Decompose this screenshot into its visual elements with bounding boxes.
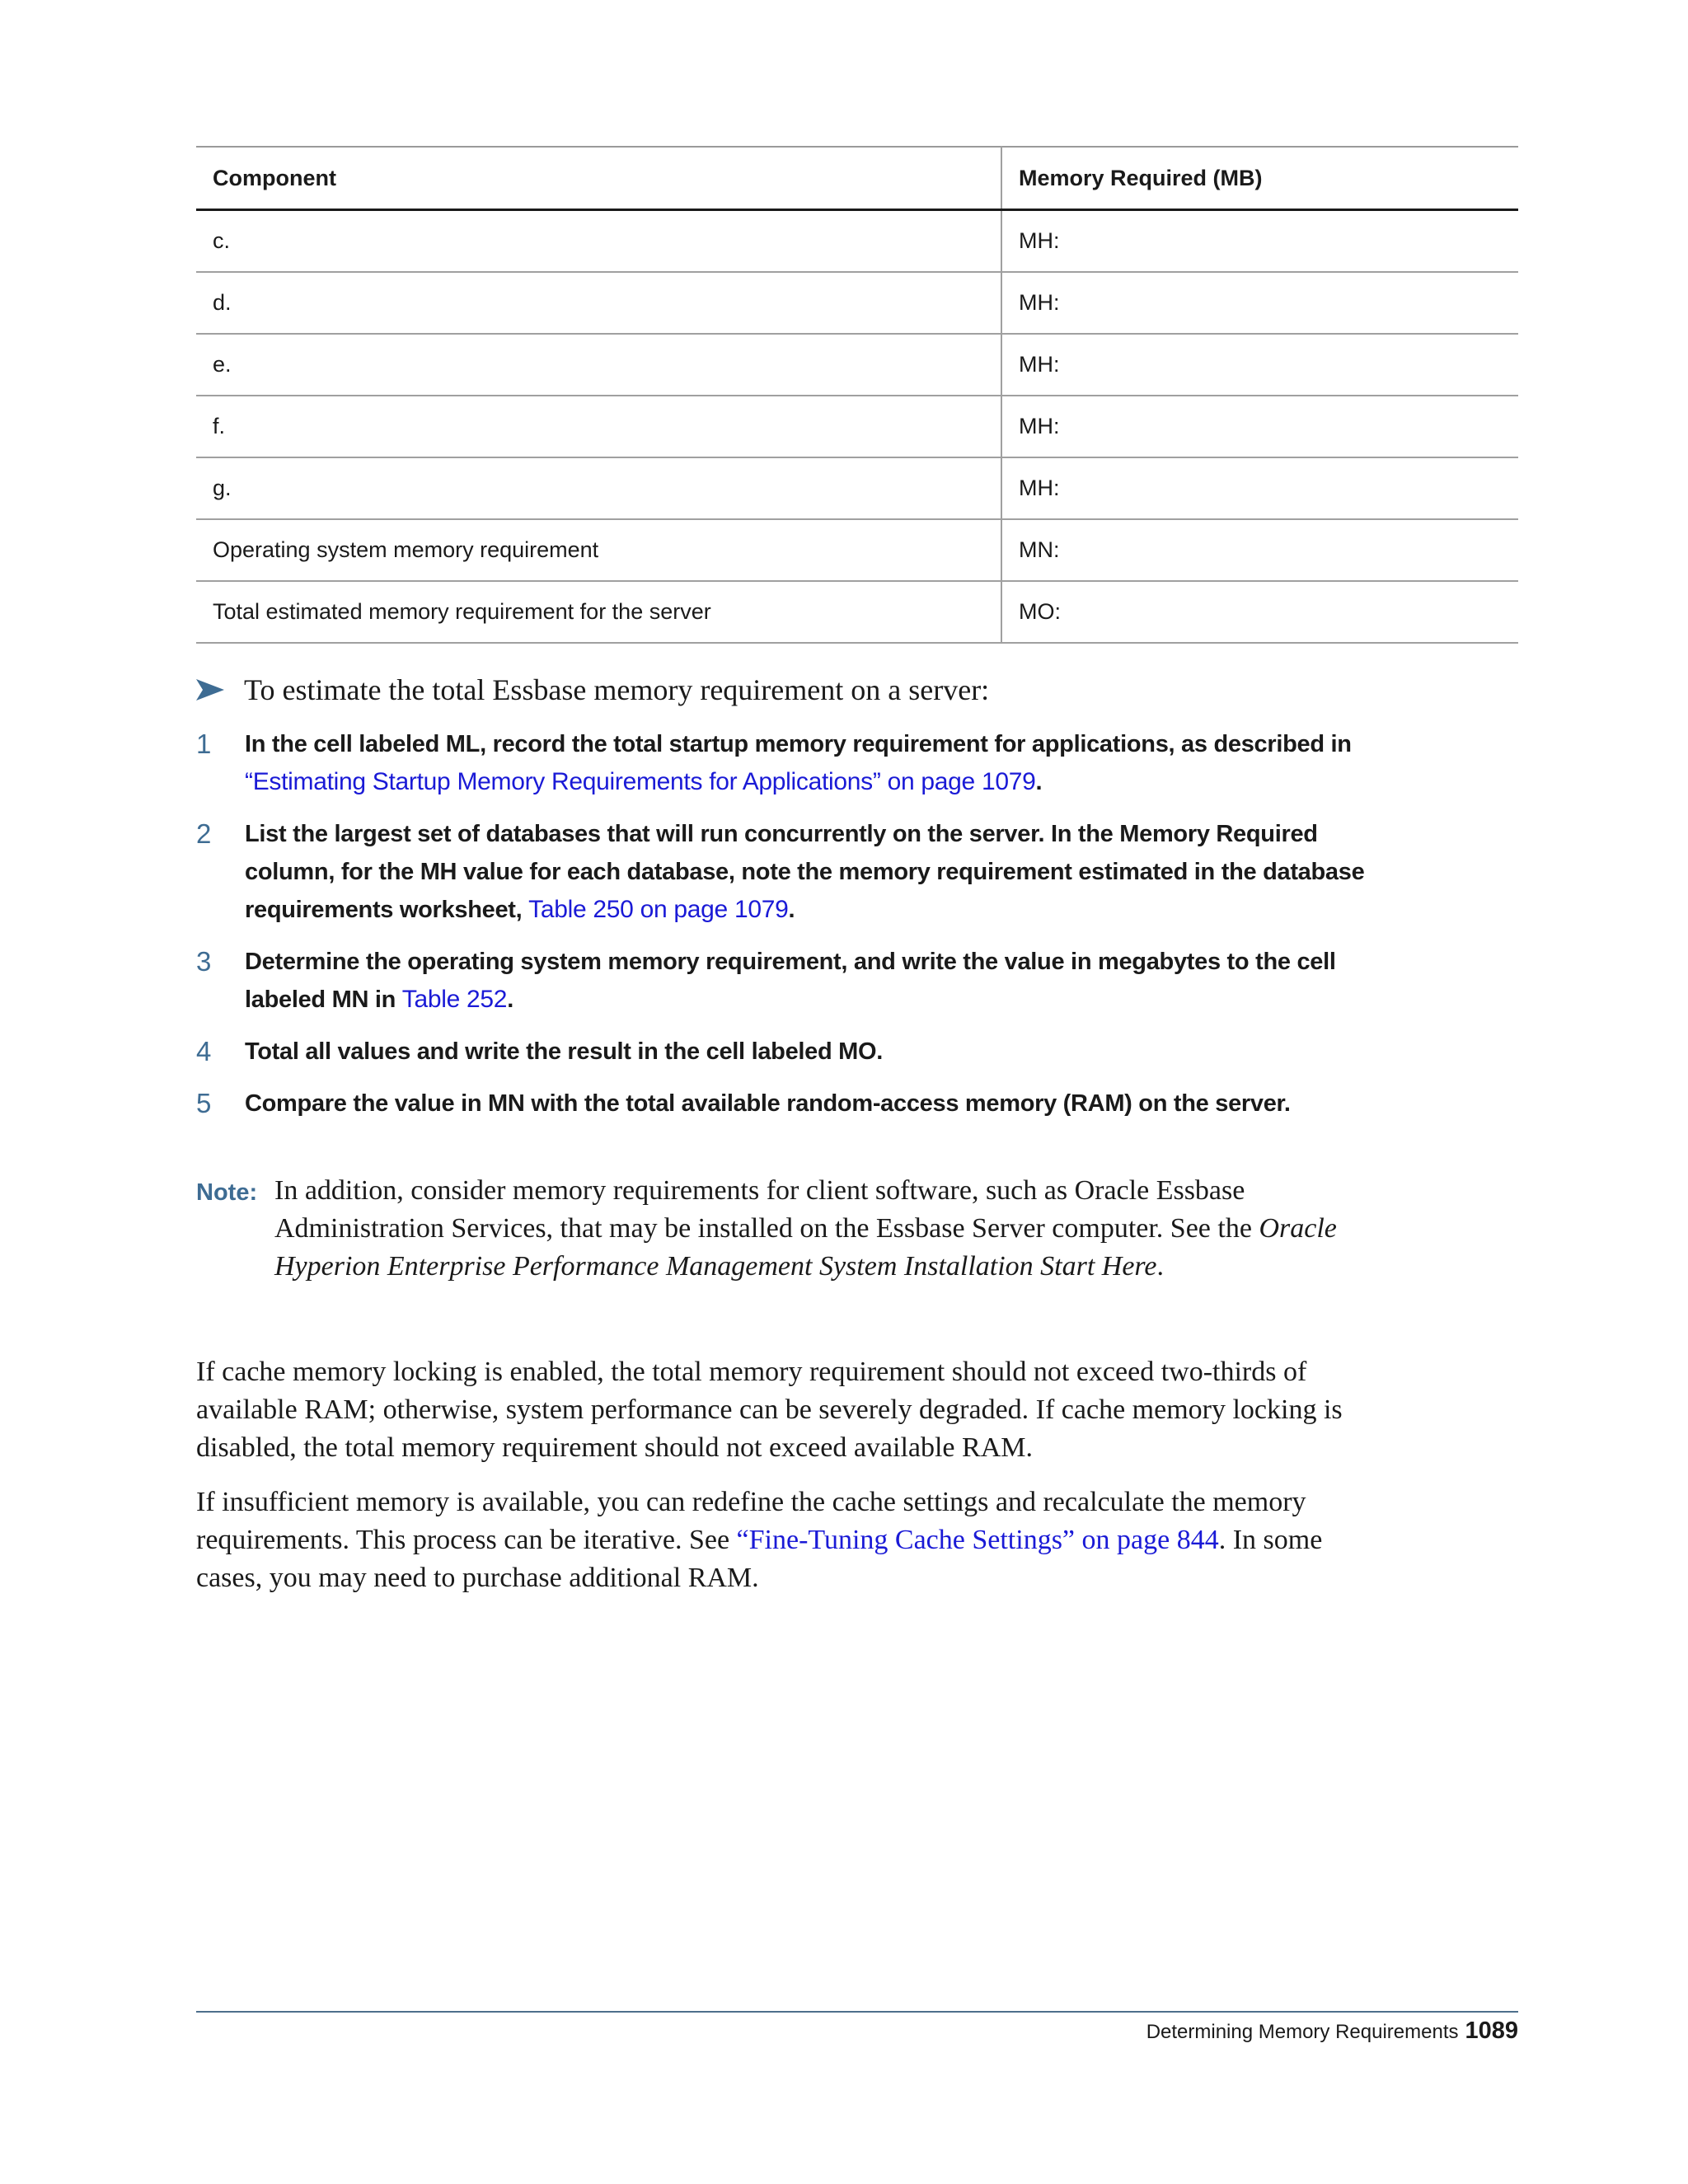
table-row (196, 210, 1518, 273)
table-row (196, 334, 1518, 396)
step-text (245, 815, 1367, 929)
step-text-body: List the largest set of databases that will run concurrently on the server. In the Memory Required column, for the MH value for each database, note the memory requirement estimated in the database requirements worksheet, (245, 821, 1365, 923)
table-header-row (196, 147, 1518, 210)
note-book-title: Oracle Hyperion Enterprise Performance Management System Installation Start Here (274, 1213, 1337, 1282)
list-item (196, 943, 1367, 1019)
note-text-body: In addition, consider memory requirements for client software, such as Oracle Essbase Administration Services, that may be installed on the Essbase Server computer. See the (274, 1175, 1259, 1244)
step-text-body: Total all values and write the result in the cell labeled MO. (245, 1038, 884, 1065)
footer-section-title: Determining Memory Requirements (1146, 2021, 1459, 2043)
note-block (196, 1172, 1367, 1286)
step-number: 4 (196, 1036, 212, 1066)
link-estimating-startup-memory[interactable]: “Estimating Startup Memory Requirements for Applications” on page 1079 (245, 768, 1036, 795)
table-cell-component: f. (196, 396, 1001, 457)
step-text (245, 1033, 883, 1071)
table-cell-memory: MH: (1001, 396, 1518, 457)
list-item (196, 815, 1367, 929)
step-text (245, 1085, 1291, 1122)
paragraph-insufficient-memory (196, 1483, 1367, 1597)
list-item (196, 1085, 1367, 1122)
paragraph-cache-locking: If cache memory locking is enabled, the total memory requirement should not exceed two-thirds of available RAM; otherwise, system performance can be severely degraded. If cache memory locking is disabled, the total memory requirement should not exceed available RAM. (196, 1357, 1343, 1463)
note-label: Note: (196, 1179, 258, 1206)
step-text-after: . (788, 897, 795, 923)
link-table-252[interactable]: Table 252 (401, 986, 508, 1013)
step-text-body: Determine the operating system memory requirement, and write the value in megabytes to the cell labeled MN in (245, 949, 1336, 1013)
table-row (196, 457, 1518, 519)
step-text (245, 943, 1367, 1019)
step-text-body: Compare the value in MN with the total available random-access memory (RAM) on the server. (245, 1090, 1291, 1117)
step-number: 1 (196, 729, 212, 759)
table-cell-memory: MO: (1001, 581, 1518, 643)
step-text-after: . (1035, 769, 1043, 795)
paragraph-text-after: . In some cases, you may need to purchase additional RAM. (196, 1525, 1323, 1593)
table-cell-component: c. (196, 210, 1001, 273)
table-cell-memory: MH: (1001, 272, 1518, 334)
step-number: 2 (196, 818, 212, 849)
table-row (196, 519, 1518, 581)
column-header-component: Component (196, 147, 1001, 210)
procedure-intro-text: To estimate the total Essbase memory requirement on a server: (244, 673, 990, 706)
list-item (196, 1033, 1367, 1071)
page-footer (1146, 2018, 1518, 2045)
table-cell-component: Total estimated memory requirement for the server (196, 581, 1001, 643)
procedure-intro (196, 673, 989, 707)
table-cell-memory: MH: (1001, 334, 1518, 396)
step-text-body: In the cell labeled ML, record the total startup memory requirement for applications, as described in (245, 731, 1352, 757)
step-number: 5 (196, 1088, 212, 1118)
table-row (196, 581, 1518, 643)
arrow-right-icon (196, 677, 224, 702)
column-header-memory-required: Memory Required (MB) (1001, 147, 1518, 210)
paragraph-text-body: If insufficient memory is available, you can redefine the cache settings and recalculate the memory requirements. This process can be iterative. See (196, 1487, 1306, 1555)
table-cell-memory: MH: (1001, 457, 1518, 519)
procedure-steps (196, 725, 1367, 1137)
table-cell-component: g. (196, 457, 1001, 519)
link-fine-tuning-cache-settings[interactable]: “Fine-Tuning Cache Settings” on page 844 (736, 1525, 1219, 1555)
link-table-250[interactable]: Table 250 on page 1079 (528, 896, 789, 923)
table-cell-component: Operating system memory requirement (196, 519, 1001, 581)
memory-requirements-table (196, 146, 1518, 644)
footer-divider (196, 2011, 1518, 2013)
note-text (274, 1172, 1367, 1286)
table-cell-memory: MH: (1001, 210, 1518, 273)
table-row (196, 396, 1518, 457)
step-number: 3 (196, 946, 212, 977)
step-text-after: . (507, 987, 513, 1013)
step-text (245, 725, 1367, 801)
note-text-after: . (1156, 1251, 1164, 1282)
page-number: 1089 (1465, 2018, 1518, 2044)
table-row (196, 272, 1518, 334)
table-cell-memory: MN: (1001, 519, 1518, 581)
table-cell-component: e. (196, 334, 1001, 396)
list-item (196, 725, 1367, 801)
table-cell-component: d. (196, 272, 1001, 334)
